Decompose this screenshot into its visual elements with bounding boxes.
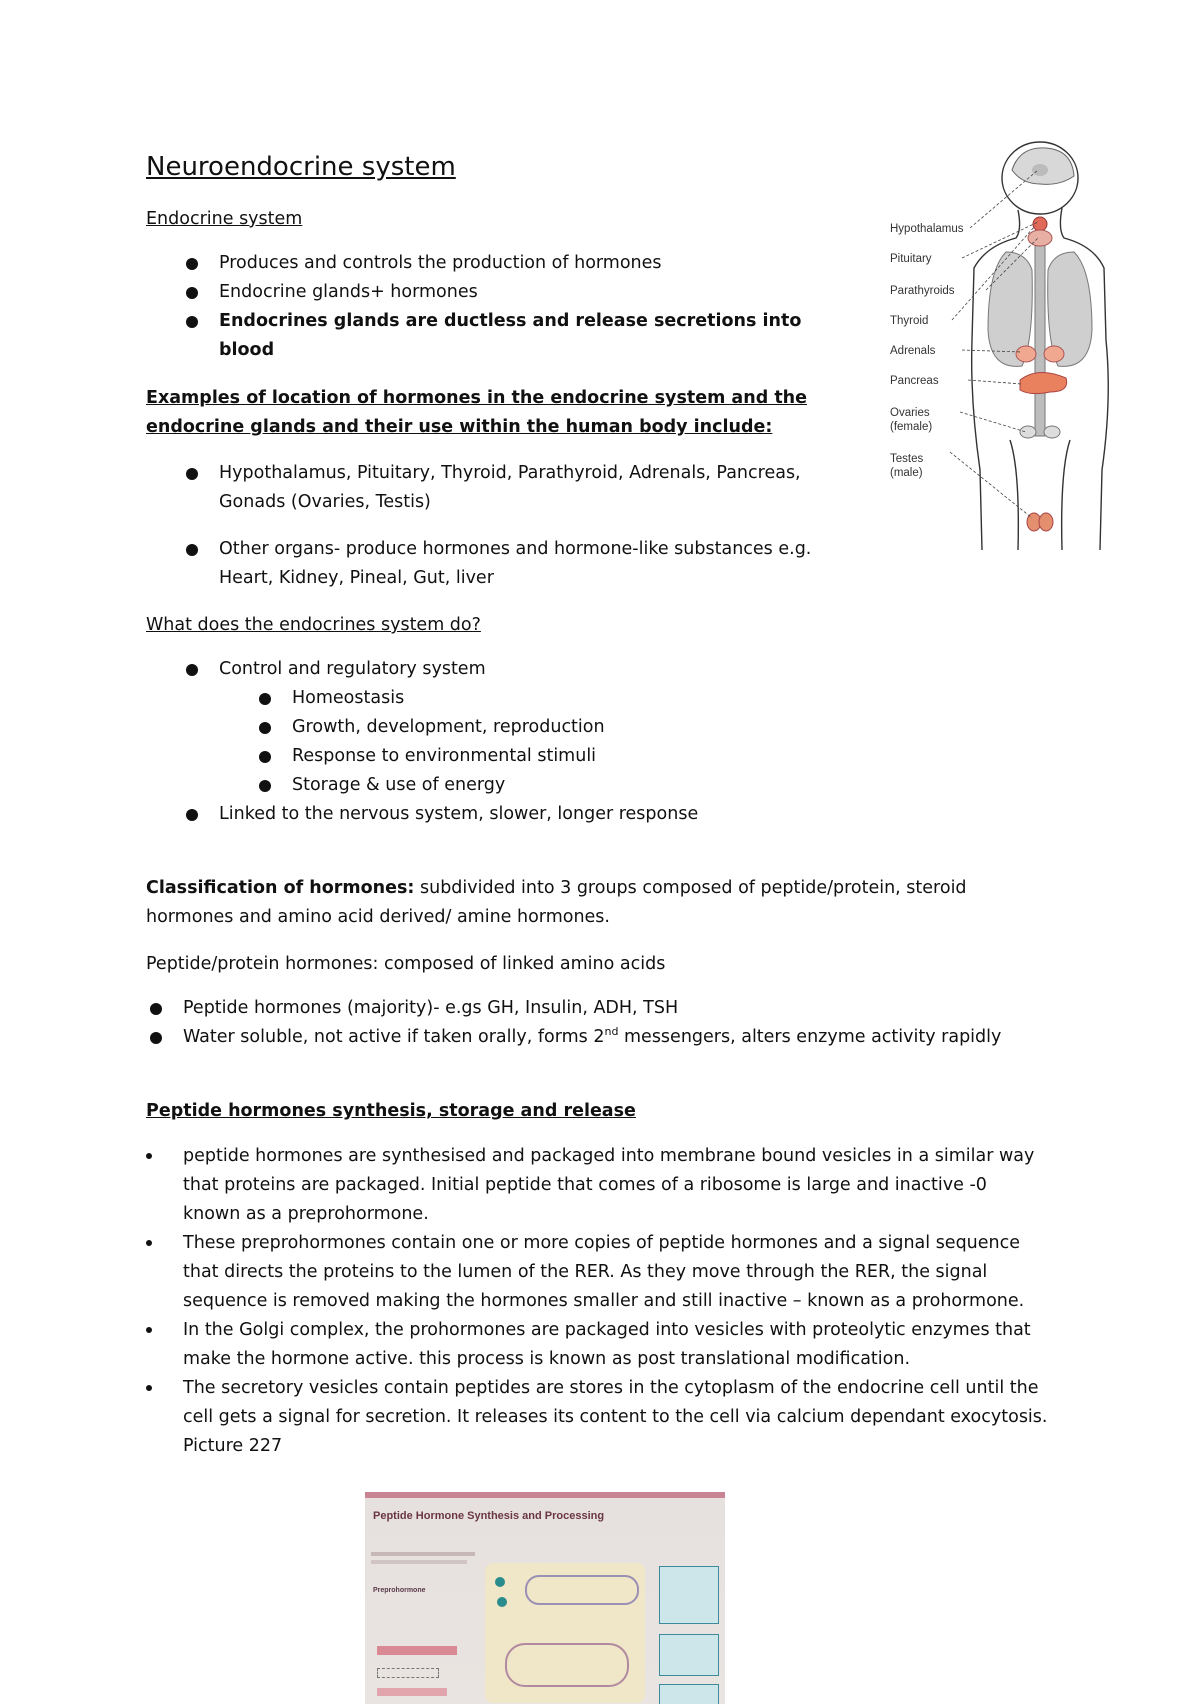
list-item (183, 1374, 1123, 1461)
label-pituitary: Pituitary (890, 253, 932, 265)
list-item (183, 1023, 1083, 1052)
figure-labels (890, 223, 964, 479)
label-hypothalamus: Hypothalamus (890, 223, 964, 235)
classification-paragraph (146, 874, 1076, 932)
page-title: Neuroendocrine system (146, 152, 456, 182)
other-organs-list (219, 535, 869, 593)
endocrine-glands-figure (890, 140, 1120, 550)
pancreas (1020, 372, 1067, 393)
list-item: Peptide hormones (majority)- e.gs GH, Insulin, ADH, TSH (183, 994, 1083, 1023)
superscript: nd (604, 1025, 619, 1039)
thyroid-gland (1033, 217, 1047, 231)
text-line: known as a preprohormone. (183, 1204, 429, 1224)
list-item: Growth, development, reproduction (292, 713, 892, 742)
text-line: These preprohormones contain one or more copies of peptide hormones and a signal sequence (183, 1233, 1021, 1253)
text-line: Heart, Kidney, Pineal, Gut, liver (219, 568, 494, 588)
function-list (219, 655, 939, 684)
section-heading-endocrine-system: Endocrine system (146, 209, 303, 229)
list-item: Endocrines glands are ductless and release secretions into blood (219, 307, 859, 365)
parathyroid-gland (1028, 230, 1052, 246)
list-item: Control and regulatory system (219, 655, 939, 684)
photo-peptide-beads (377, 1668, 439, 1678)
hypothalamus-shape (1032, 164, 1048, 176)
text-span: subdivided into 3 groups composed of peptide/protein, steroid (414, 878, 967, 898)
label-male: (male) (890, 467, 923, 479)
spine (1035, 236, 1045, 436)
text-line: Other organs- produce hormones and hormone-like substances e.g. (219, 539, 812, 559)
photo-fragment-bar (377, 1688, 447, 1696)
function-list-2 (219, 800, 939, 829)
textbook-photo (365, 1492, 725, 1704)
text-line: Hypothalamus, Pituitary, Thyroid, Parathyroid, Adrenals, Pancreas, (219, 463, 801, 483)
label-pancreas: Pancreas (890, 375, 939, 387)
text-line: make the hormone active. this process is known as post translational modification. (183, 1349, 911, 1369)
text-line: Gonads (Ovaries, Testis) (219, 492, 431, 512)
label-ovaries: Ovaries (890, 407, 930, 419)
heading-line: endocrine glands and their use within the human body include: (146, 417, 773, 437)
text-line: peptide hormones are synthesised and packaged into membrane bound vesicles in a similar way (183, 1146, 1035, 1166)
list-item: Response to environmental stimuli (292, 742, 892, 771)
photo-callout-box (659, 1634, 719, 1676)
peptide-list (183, 994, 1083, 1052)
text-line: cell gets a signal for secretion. It releases its content to the cell via calcium dependant exocytosis. (183, 1407, 1048, 1427)
right-testis (1039, 513, 1053, 531)
list-item: Storage & use of energy (292, 771, 892, 800)
heading-line: Examples of location of hormones in the endocrine system and the (146, 388, 808, 408)
label-thyroid: Thyroid (890, 315, 929, 327)
text-span: Water soluble, not active if taken orally, forms 2 (183, 1027, 605, 1047)
endocrine-list (219, 249, 859, 365)
list-item: Endocrine glands+ hormones (219, 278, 859, 307)
list-item (183, 1229, 1123, 1316)
function-sublist (292, 684, 892, 800)
text-line: hormones and amino acid derived/ amine hormones. (146, 907, 610, 927)
classification-label: Classification of hormones: (146, 878, 415, 898)
text-span: messengers, alters enzyme activity rapidly (618, 1027, 1002, 1047)
list-item (219, 535, 869, 593)
right-adrenal (1044, 346, 1064, 362)
photo-inset-label: Preprohormone (373, 1587, 426, 1594)
left-ovary (1020, 426, 1036, 438)
photo-callout-box (659, 1684, 719, 1704)
synthesis-list (183, 1142, 1123, 1461)
list-item (219, 459, 869, 517)
peptide-intro: Peptide/protein hormones: composed of linked amino acids (146, 954, 666, 974)
label-parathyroids: Parathyroids (890, 285, 955, 297)
photo-peptide-bar (377, 1646, 457, 1655)
label-adrenals: Adrenals (890, 345, 936, 357)
section-heading-what-does: What does the endocrines system do? (146, 615, 481, 635)
photo-text-block (371, 1560, 467, 1564)
label-female: (female) (890, 421, 933, 433)
photo-step-marker (497, 1597, 507, 1607)
text-line: that proteins are packaged. Initial peptide that comes of a ribosome is large and inactive -0 (183, 1175, 987, 1195)
text-line: sequence is removed making the hormones smaller and still inactive – known as a prohormone. (183, 1291, 1025, 1311)
list-item (183, 1316, 1123, 1374)
photo-callout-box (659, 1566, 719, 1624)
photo-er-membrane (525, 1575, 639, 1605)
text-line: Picture 227 (183, 1436, 283, 1456)
list-item: Produces and controls the production of hormones (219, 249, 859, 278)
list-item (183, 1142, 1123, 1229)
label-testes: Testes (890, 453, 924, 465)
right-ovary (1044, 426, 1060, 438)
photo-cell-diagram (485, 1563, 645, 1703)
left-adrenal (1016, 346, 1036, 362)
list-item: Homeostasis (292, 684, 892, 713)
examples-list (219, 459, 869, 517)
list-item: Linked to the nervous system, slower, longer response (219, 800, 939, 829)
text-line: that directs the proteins to the lumen of the RER. As they move through the RER, the signal (183, 1262, 988, 1282)
text-line: The secretory vesicles contain peptides are stores in the cytoplasm of the endocrine cell until the (183, 1378, 1039, 1398)
section-heading-examples (146, 384, 846, 442)
photo-golgi (505, 1643, 629, 1687)
photo-text-block (371, 1552, 475, 1556)
text-line (146, 874, 1076, 903)
section-heading-synthesis: Peptide hormones synthesis, storage and release (146, 1101, 636, 1121)
text-line: In the Golgi complex, the prohormones are packaged into vesicles with proteolytic enzymes that (183, 1320, 1031, 1340)
photo-step-marker (495, 1577, 505, 1587)
photo-title: Peptide Hormone Synthesis and Processing (373, 1510, 605, 1522)
